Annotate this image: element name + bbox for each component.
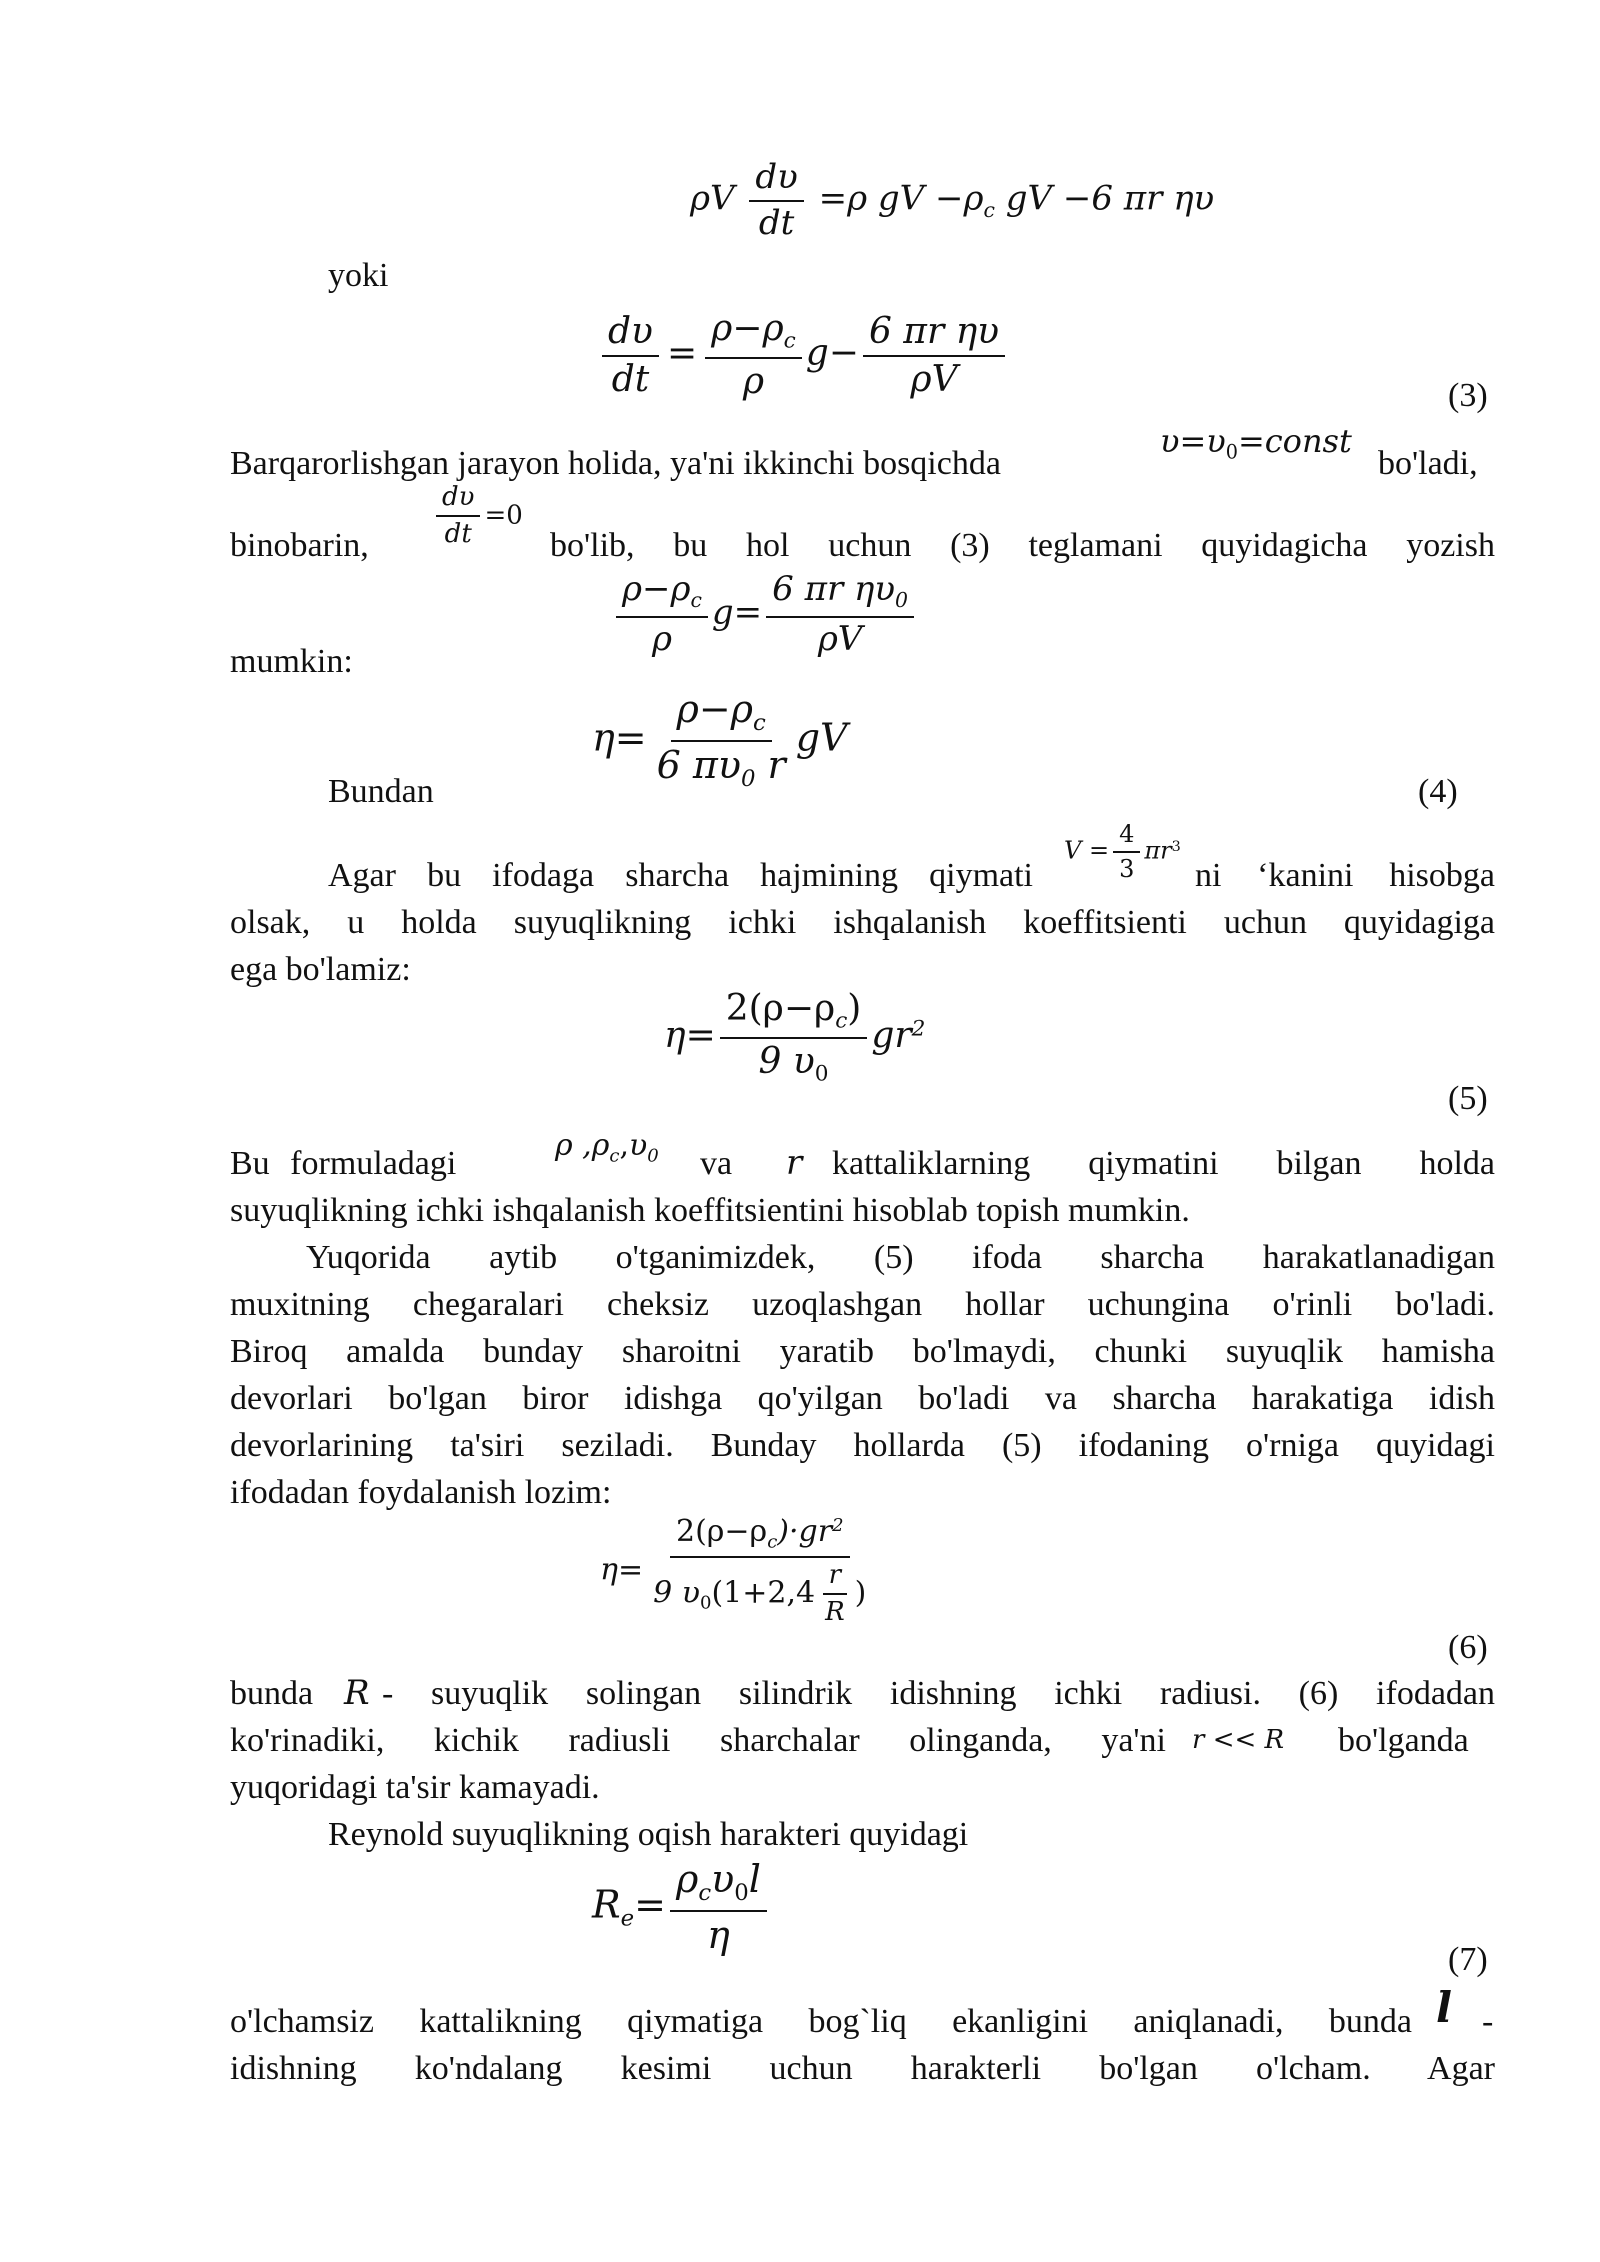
equation-3-label: (3) xyxy=(1448,377,1488,414)
text-idishning: idishning ko'ndalang kesimi uchun harakterli bo'lgan o'lcham. Agar xyxy=(230,2050,1495,2087)
symbol-R: R xyxy=(344,1673,370,1713)
equation-3: $\frac{d\upsilon}{dt}$ = $\frac{\rho-\rho_c}{\rho}$ g− $\frac{\text{6 πr ηυ}}{\rho V}$ xyxy=(598,310,1009,401)
text-bunda: bunda xyxy=(230,1675,314,1712)
text-ifodadan: ifodadan foydalanish lozim: xyxy=(230,1474,612,1511)
text-mumkin: mumkin: xyxy=(230,643,353,680)
symbol-l: l xyxy=(1436,1983,1452,2032)
text-olsak: olsak, u holda suyuqlikning ichki ishqalanish koeffitsienti uchun quyidagiga xyxy=(230,904,1495,941)
text-yuqorida: Yuqorida aytib o'tganimizdek, (5) ifoda sharcha harakatlanadigan xyxy=(306,1239,1495,1276)
equation-4: η= $\frac{\rho-\rho_c}{6 \pi\upsilon_0 r}$ gV xyxy=(592,687,848,792)
text-suyuqlikning-hisoblab: suyuqlikning ichki ishqalanish koeffitsientini hisoblab topish mumkin. xyxy=(230,1192,1190,1229)
text-va: va xyxy=(700,1145,733,1182)
symbol-rho-rhoc-v0: ρ $,\rho_c,\upsilon_0$ xyxy=(555,1128,659,1167)
text-korinadiki: ko'rinadiki, kichik radiusli sharchalar olinganda, ya'ni xyxy=(230,1722,1166,1759)
text-barqarorlishgan: Barqarorlishgan jarayon holida, ya'ni ikkinchi bosqichda xyxy=(230,445,1001,482)
text-ega-bolamiz: ega bo'lamiz: xyxy=(230,951,411,988)
text-binobarin: binobarin, xyxy=(230,527,369,564)
text-boladi: bo'ladi, xyxy=(1378,445,1478,482)
text-dash: - xyxy=(1482,2003,1494,2040)
equation-steady-state: $\frac{\rho-\rho_c}{\rho}$ g= $\frac{6 \pi r \eta\upsilon_0}{\rho V}$ xyxy=(612,572,918,657)
equation-const: $\upsilon=\upsilon_0=const$ xyxy=(1160,422,1352,464)
equation-1: ρV $\frac{d\upsilon}{dt}$ =ρ gV $-\rho_c$ gV −6 πr ηυ xyxy=(690,157,1215,243)
equation-6: η= $2(\rho-\rho_c)\cdot gr^2$ 9 $\upsilon_0(1+2,4$ $\frac{r}{R}$ ) xyxy=(600,1514,867,1628)
equation-6-label: (6) xyxy=(1448,1629,1488,1666)
text-bu-formuladagi: Bu formuladagi xyxy=(230,1145,457,1182)
text-devorlari: devorlari bo'lgan biror idishga qo'yilgan bo'ladi va sharcha harakatiga idish xyxy=(230,1380,1495,1417)
equation-7-label: (7) xyxy=(1448,1941,1488,1978)
text-yoki: yoki xyxy=(328,257,389,294)
text-suyuqlik-solingan: - suyuqlik solingan silindrik idishning ichki radiusi. (6) ifodadan xyxy=(382,1675,1495,1712)
text-reynold: Reynold suyuqlikning oqish harakteri quyidagi xyxy=(328,1816,969,1853)
equation-5-label: (5) xyxy=(1448,1080,1488,1117)
text-agar-bu: Agar bu ifodaga sharcha hajmining qiymati xyxy=(328,857,1033,894)
equation-dvdt-zero: $\frac{d\upsilon}{dt}$ =0 xyxy=(432,484,523,549)
equation-4-label: (4) xyxy=(1418,773,1458,810)
text-muxitning: muxitning chegaralari cheksiz uzoqlashgan hollar uchungina o'rinli bo'ladi. xyxy=(230,1286,1495,1323)
text-olchamsiz: o'lchamsiz kattalikning qiymatiga bog`liq ekanligini aniqlanadi, bunda xyxy=(230,2003,1412,2040)
text-biroq: Biroq amalda bunday sharoitni yaratib bo'lmaydi, chunki suyuqlik hamisha xyxy=(230,1333,1495,1370)
text-devorlarining: devorlarining ta'siri seziladi. Bunday hollarda (5) ifodaning o'rniga quyidagi xyxy=(230,1427,1495,1464)
symbol-r: r xyxy=(786,1143,803,1183)
text-yuqoridagi: yuqoridagi ta'sir kamayadi. xyxy=(230,1769,600,1806)
symbol-r-much-less-R: r << R xyxy=(1192,1725,1285,1755)
equation-5: η= $\frac{2(\rho-\rho_c)}{9 \upsilon_0}$ $gr^2$ xyxy=(664,988,926,1087)
text-bolganda: bo'lganda xyxy=(1338,1722,1469,1759)
text-kattaliklarning: kattaliklarning qiymatini bilgan holda xyxy=(832,1145,1495,1182)
text-ni-kanini: ni ‘kanini hisobga xyxy=(1195,857,1495,894)
text-bundan: Bundan xyxy=(328,773,434,810)
text-bolib: bo'lib, bu hol uchun (3) teglamani quyidagicha yozish xyxy=(550,527,1495,564)
equation-volume: V = $\frac{4}{3}$ $\pi r^3$ xyxy=(1064,820,1181,884)
equation-7: $R_e=$ $\frac{\rho_c\upsilon_0l}{\eta}$ xyxy=(592,1860,771,1956)
